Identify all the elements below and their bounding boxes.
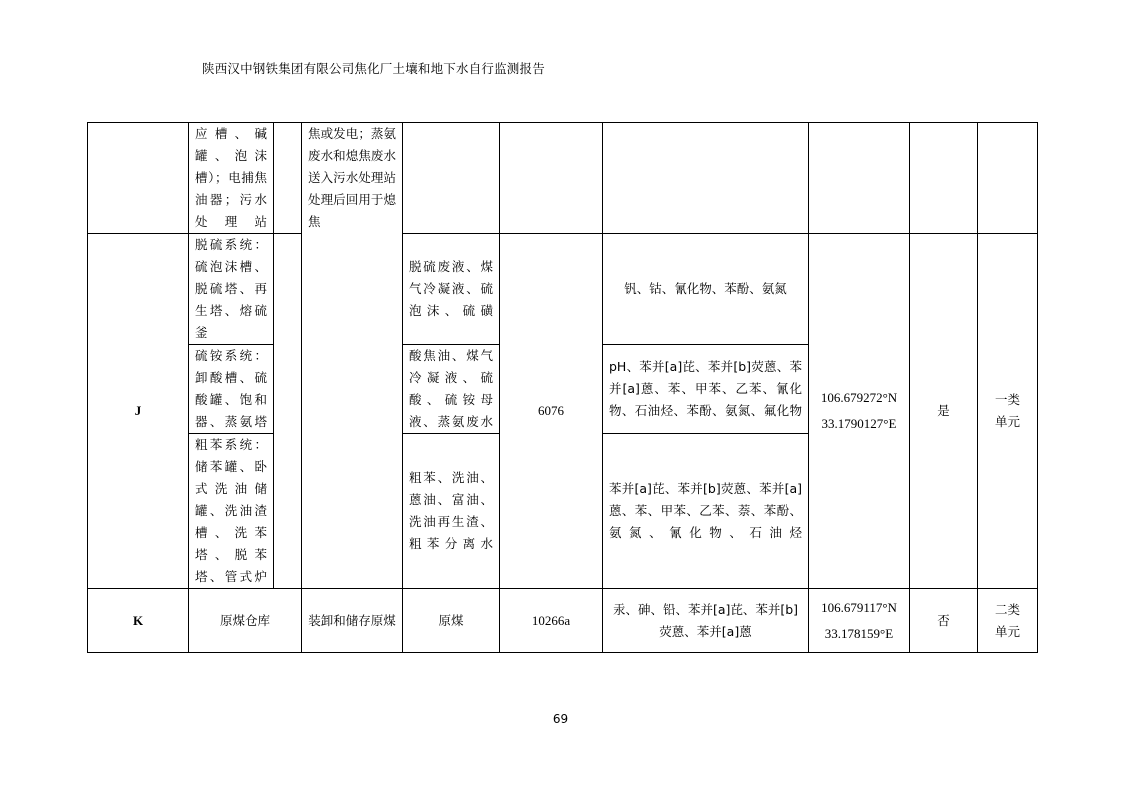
indicator-cell bbox=[603, 123, 809, 234]
indicator-crude-benzene: 苯并[a]芘、苯并[b]荧蒽、苯并[a]蒽、苯、甲苯、乙苯、萘、苯酚、氨氮、氰化物、石油烃 bbox=[603, 434, 809, 589]
coordinate-cell bbox=[809, 123, 910, 234]
flag-k: 否 bbox=[910, 589, 978, 653]
facility-desulfurization: 脱硫系统：硫泡沫槽、脱硫塔、再生塔、熔硫釜 bbox=[189, 234, 274, 345]
flag-j: 是 bbox=[910, 234, 978, 589]
latitude-k: 33.178159°E bbox=[824, 625, 894, 641]
category-j: 一类单元 bbox=[978, 234, 1038, 589]
area-k: 10266a bbox=[500, 589, 603, 653]
longitude-j: 106.679272°N bbox=[820, 390, 898, 405]
coordinate-k bbox=[809, 589, 910, 653]
facility-ammonium-sulfate: 硫铵系统：卸酸槽、硫酸罐、饱和器、蒸氨塔 bbox=[189, 345, 274, 434]
area-cell bbox=[500, 123, 603, 234]
pollutant-cell bbox=[403, 123, 500, 234]
flag-cell bbox=[910, 123, 978, 234]
table-row bbox=[88, 234, 1038, 345]
longitude-k: 106.679117°N bbox=[821, 599, 897, 615]
unit-code-cell bbox=[88, 123, 189, 234]
spacer-cell bbox=[274, 123, 302, 234]
facility-crude-benzene: 粗苯系统：储苯罐、卧式洗油储罐、洗油渣槽、洗苯塔、脱苯塔、管式炉 bbox=[189, 434, 274, 589]
pollutant-crude-benzene: 粗苯、洗油、蒽油、富油、洗油再生渣、粗苯分离水 bbox=[403, 434, 500, 589]
unit-code-k: K bbox=[88, 589, 189, 653]
pollutant-desulfurization: 脱硫废液、煤气冷凝液、硫泡沫、硫磺 bbox=[403, 234, 500, 345]
process-text: 焦或发电；蒸氨废水和熄焦废水送入污水处理站处理后回用于熄焦 bbox=[308, 126, 396, 229]
pollutant-k: 原煤 bbox=[403, 589, 500, 653]
table-row bbox=[88, 589, 1038, 653]
monitoring-unit-table bbox=[87, 122, 1038, 653]
indicator-k: 汞、砷、铅、苯并[a]芘、苯并[b]荧蒽、苯并[a]蒽 bbox=[603, 589, 809, 653]
latitude-j: 33.1790127°E bbox=[821, 416, 897, 431]
pollutant-ammonium-sulfate: 酸焦油、煤气冷凝液、硫酸、硫铵母液、蒸氨废水 bbox=[403, 345, 500, 434]
process-cell bbox=[302, 123, 403, 589]
unit-code-j: J bbox=[88, 234, 189, 589]
coordinate-j bbox=[809, 234, 910, 589]
indicator-ammonium-sulfate: pH、苯并[a]芘、苯并[b]荧蒽、苯并[a]蒽、苯、甲苯、乙苯、氰化物、石油烃、苯酚、氨氮、氟化物 bbox=[603, 345, 809, 434]
spacer-cell bbox=[274, 234, 302, 589]
facility-k: 原煤仓库 bbox=[189, 589, 302, 653]
category-cell bbox=[978, 123, 1038, 234]
page-header: 陕西汉中钢铁集团有限公司焦化厂土壤和地下水自行监测报告 bbox=[202, 61, 545, 76]
process-k: 装卸和储存原煤 bbox=[302, 589, 403, 653]
table-row bbox=[88, 123, 1038, 234]
area-j: 6076 bbox=[500, 234, 603, 589]
category-k: 二类单元 bbox=[978, 589, 1038, 653]
facility-cell: 应槽、碱罐、泡沫槽）；电捕焦油器；污水处理站 bbox=[189, 123, 274, 234]
indicator-desulfurization: 钒、钴、氰化物、苯酚、氨氮 bbox=[603, 234, 809, 345]
page-number: 69 bbox=[552, 712, 569, 726]
